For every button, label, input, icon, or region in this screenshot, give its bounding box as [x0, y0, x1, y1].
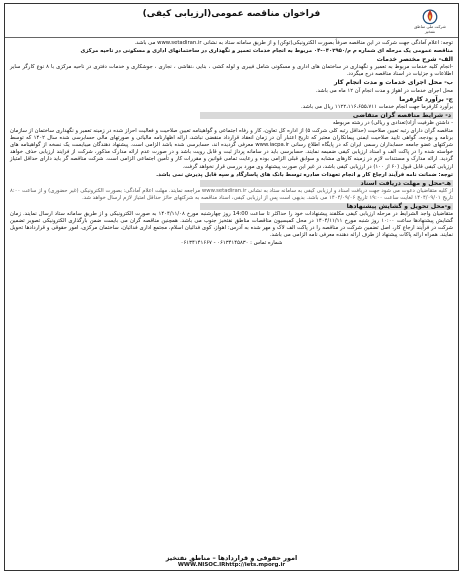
notice-footer [5, 554, 458, 569]
section-d-heading: د- شرایط مناقصه گران متقاضی [200, 112, 453, 119]
org-name: شرکت ملی مناطق نفتخیز [414, 24, 446, 34]
section-b [10, 79, 453, 94]
section-a-heading: الف- شرح مختصر خدمات [376, 56, 453, 64]
guarantee-note: توجه: ضمانت نامه فرآیند ارجاع کار و انجام تعهدات صادره توسط بانک های پاسارگاد و سپه قابل پذیرش نمی باشد. [156, 171, 453, 178]
section-d-text: - داشتن ظرفیت آزاد(تعدادی و ریالی) در رشته مربوطه [332, 119, 453, 126]
section-a-text: -انجام کلیه خدمات مربوط به تعمیر و نگهداری در ساختمان های اداری و مسکونی شامل فیبری و لوله کشی ، بنایی ،نقاشی ، نجاری ، جوشکاری و خدمات دفتری در ناحیه مرکزی با ۸ نوع کارگر سایر اطلاعات و جزئیات در اسناد مناقصه درج میگردد. [10, 64, 453, 78]
requirements-paragraph: مناقصه گران دارای رتبه تعیین صلاحیت (حداقل رتبه کلی شرکت ۵) از اداره کل تعاون، کار و رفاه اجتماعی و گواهینامه تعیین صلاحیت و فعالیت احراز شده در زمینه تعمیر و نگهداری ساختمان از سازمان برنامه و بودجه، گواهی تایید صلاحیت ایمنی پیمانکاران معتبر که تاریخ اعتبار آن در زمان انعقاد قرارداد منقضی نباشد، ارائه اظهارنامه مالیاتی و صورتهای مالی حسابرسی شده سال ۱۴۰۲ که توسط شرکتهای عضو جامعه حسابداران رسمی ایران که در پایگاه اطلاع رسانی www.iacpa.ir معرفی گردیده اند، حسابرسی شده باشد الزامی است. پیشنهاد دهندگان میبایست یک نسخه از گواهینامه های خواسته شده را در پاکت الف و اسناد ارزیابی کیفی ضمیمه نمایند. حسابرسی باید در سامانه پرداز ثبت و قابل رویت باشد و در صورت عدم ارائه مدارک مذکور، شرکت از فرایند ارزیابی حذف خواهد گردید. ارائه مدارک و مستندات لازم در زمینه کارهای مشابه و سوابق قبلی الزامی بوده و رعایت تمامی قوانین و مقررات کار و تأمین اجتماعی الزامی است. شرکت مناقصه گر باید دارای حداقل امتیاز ارزیابی کیفی قابل قبول (۶۰ از ۱۰۰) در ارزیابی کیفی باشد، در غیر این صورت پیشنهاد وی مورد بررسی قرار نخواهد گرفت. [10, 128, 453, 170]
footer-url[interactable]: WWW.NISOC.IRhttp://iets.mporg.ir [177, 562, 286, 568]
section-e-heading: هـ-محل و مهلت دریافت اسناد [200, 180, 453, 187]
section-d [10, 112, 453, 127]
tender-notice [4, 3, 459, 571]
notice-header [5, 4, 458, 38]
section-c-heading: ج- برآورد کارفرما [399, 95, 453, 103]
section-e-text: از کلیه متقاضیان دعوت می شود جهت دریافت اسناد و ارزیابی کیفی به سامانه ستاد به نشانی www.setadiran.ir مراجعه نمایند. مهلت اعلام آمادگی: بصورت الکترونیکی (غیر حضوری) و از ساعت ۸:۰۰ تاریخ ۱۴۰۴/۰۹/۰۱ لغایت ساعت ۱۹:۰۰ تاریخ ۱۴۰۴/۰۹/۰۶ می باشد. بدیهی است پس از ارزیابی کیفی، اسناد مناقصه به شرکتهای حائز حداقل امتیاز لازم ارسال خواهد شد. [10, 187, 454, 201]
footer-title: امور حقوقی و قراردادها – مناطق نفتخیز [165, 554, 298, 562]
intro-line-2: مناقصه عمومی یک مرحله ای شماره م م/۰۴۰۲۹۵۰-۰۴ مربوط به انجام خدمات تعمیر و نگهداری در ساختمانهای اداری و مسکونی در ناحیه مرکزی [80, 48, 453, 55]
notice-title: فراخوان مناقصه عمومی(ارزیابی کیفی) [142, 9, 321, 19]
section-e [10, 180, 453, 202]
section-a [10, 56, 453, 78]
section-c [10, 96, 453, 111]
section-c-text: برآورد کارفرما جهت انجام خدمات ۱۱۲۲،۱۱۶،۶۵۵،۷۱۱ ریال می باشد. [301, 103, 453, 110]
section-b-heading: ب- محل اجرای خدمات و مدت انجام کار [333, 79, 453, 87]
section-b-text: محل اجرای خدمات در اهواز و مدت انجام آن ۱۲ ماه می باشد. [315, 87, 453, 94]
section-f-heading: و-محل تحویل و گشایش پیشنهادها [200, 203, 453, 210]
section-f-text: متقاضیان واجد الشرایط در مرحله ارزیابی کیفی مکلفند پیشنهادات خود را حداکثر تا ساعت 14:00 روز چهارشنبه مورخ ۱۴۰۴/۱۱/۰۸ به صورت الکترونیکی و از طریق سامانه ستاد ارسال نمایند. زمان گشایش پیشنهادها ساعت ۱۰:۰۰ روز شنبه مورخ ۱۴۰۴/۱۱/۱۱ در محل کمیسیون مناقصات مناطق نفتخیز جنوب می باشد. همچنین مناقصه گران می بایست ضمن بارگذاری الکترونیکی تصویر تضمین شرکت در فرآیند ارجاع کار، اصل تضمین شرکت در مناقصه را در پاکت الف لاک و مهر شده به آدرس: اهواز، کوی فدائیان اسلام، مجتمع اداری فدائیان، ساختمان مرکزی، امور حقوقی و قراردادها تحویل نمایند. همراه ارائه پاکات پیشنهاد از طرف ارائه دهنده معرفی نامه الزامی می باشد. [10, 211, 453, 239]
intro-line-1: توجه: اعلام آمادگی جهت شرکت در این مناقصه صرفاً بصورت الکترونیکی(توکن) و از طریق سامانه ستاد به نشانی www.setadiran.ir می باشد. [134, 40, 453, 46]
section-f [10, 203, 453, 239]
notice-body [5, 38, 458, 248]
contact-phone: شماره تماس : ۰۶۱۳۴۱۴۵۸۳۰ - ۰۶۱۳۴۱۴۱۶۶۷ [180, 240, 283, 247]
